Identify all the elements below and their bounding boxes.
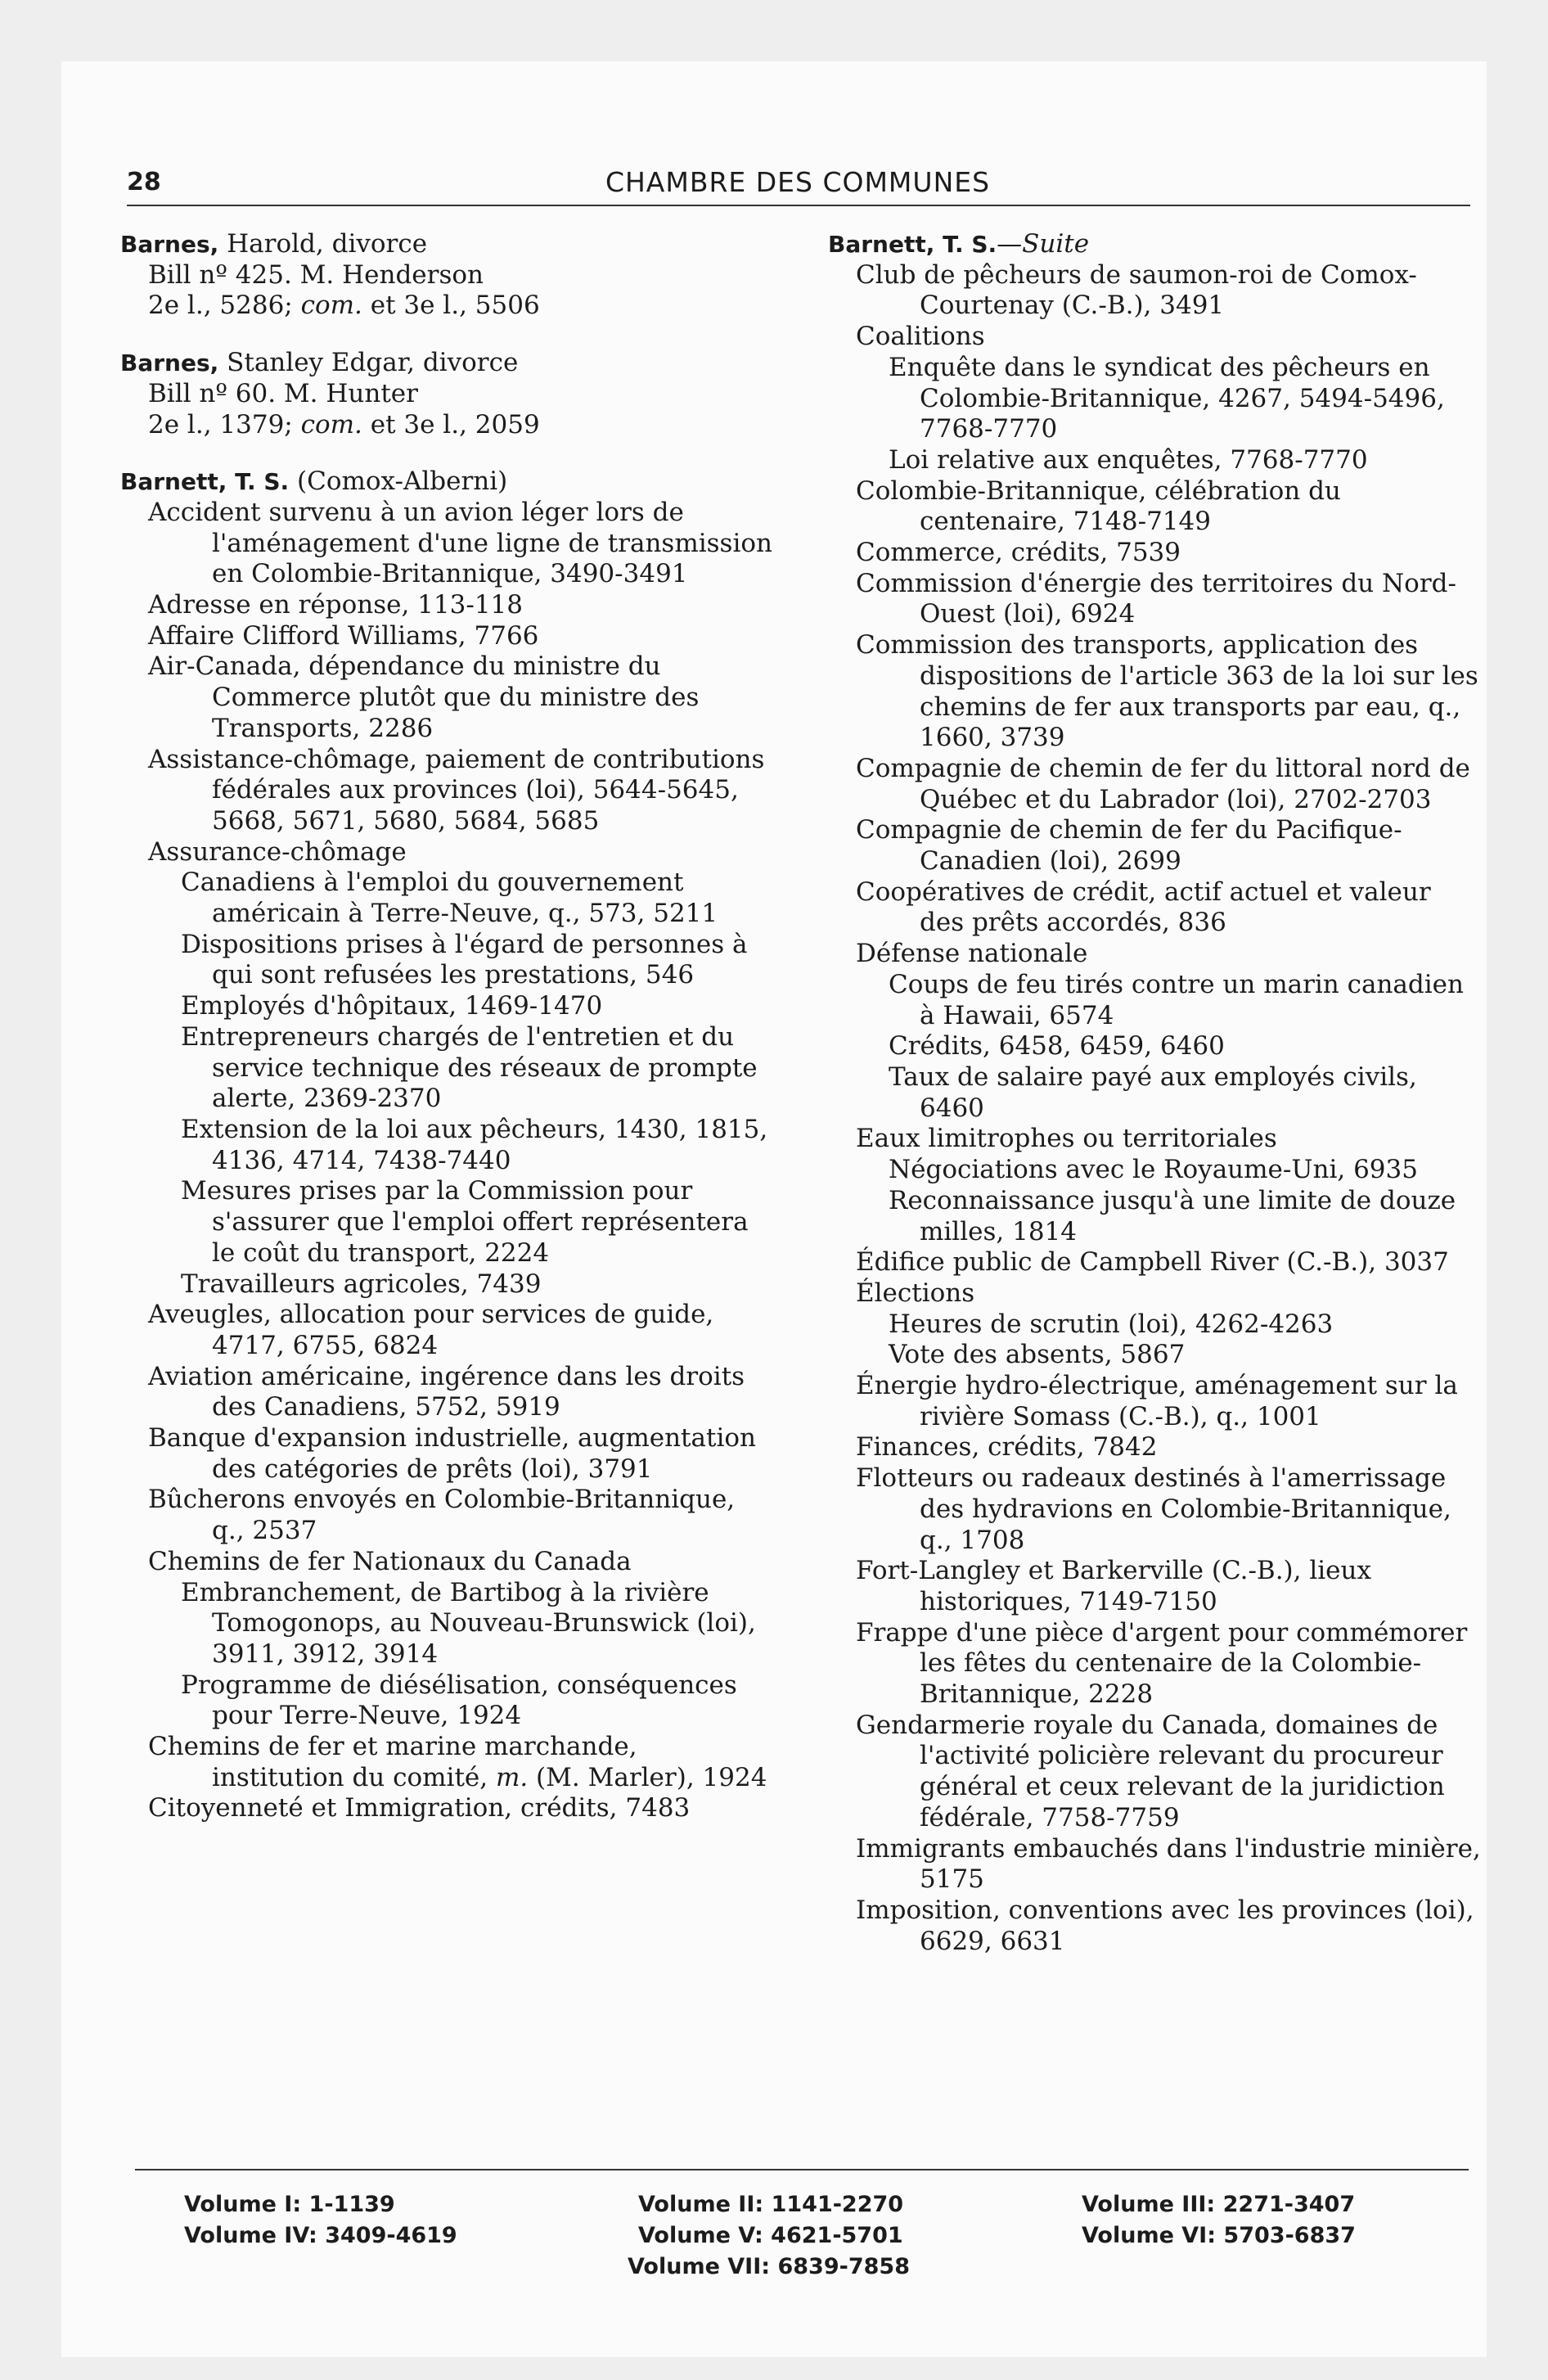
entry-text: Assistance-chômage, paiement de contributions fédérales aux provinces (loi), 5644-5645, 5668, 5671, 5680, 5684, 5685 <box>148 744 765 836</box>
entry-text: Enquête dans le syndicat des pêcheurs en Colombie-Britannique, 4267, 5494-5496, 7768-7770 <box>889 352 1445 444</box>
index-entry <box>120 291 775 322</box>
index-subentry <box>828 1062 1483 1124</box>
entry-italic: com. <box>300 409 362 439</box>
entry-text: Chemins de fer et marine marchande, institution du comité, <box>148 1732 637 1792</box>
index-entry <box>120 379 775 410</box>
page-number: 28 <box>127 168 161 196</box>
entry-name: Barnes, <box>120 231 219 258</box>
index-entry <box>828 1463 1483 1556</box>
entry-text: Compagnie de chemin de fer du littoral nord de Québec et du Labrador (loi), 2702-2703 <box>856 753 1470 814</box>
volume-range: Volume IV: 3409-4619 <box>184 2223 457 2248</box>
index-subentry <box>828 353 1483 445</box>
index-entry <box>828 322 1483 353</box>
entry-text: Programme de diésélisation, conséquences pour Terre-Neuve, 1924 <box>181 1670 737 1731</box>
index-subentry <box>828 1155 1483 1186</box>
entry-text: 2e l., 1379; <box>148 409 301 439</box>
index-entry <box>120 590 775 621</box>
index-entry <box>120 1793 775 1824</box>
entry-text: Commission d'énergie des territoires du Nord-Ouest (loi), 6924 <box>856 568 1456 629</box>
entry-text: Commerce, crédits, 7539 <box>856 538 1181 568</box>
index-heading <box>120 229 775 260</box>
entry-text-after: (M. Marler), 1924 <box>528 1762 767 1792</box>
entry-text: Imposition, conventions avec les provinces (loi), 6629, 6631 <box>856 1895 1474 1956</box>
index-entry <box>828 1432 1483 1463</box>
index-entry <box>120 621 775 652</box>
volume-range: Volume I: 1-1139 <box>184 2192 395 2217</box>
index-entry <box>828 1895 1483 1957</box>
volume-range: Volume V: 4621-5701 <box>638 2223 903 2248</box>
index-subentry <box>120 930 775 991</box>
index-entry <box>120 1485 775 1546</box>
index-entry <box>120 410 775 441</box>
entry-text: Bill nº 60. M. Hunter <box>148 378 418 408</box>
document-page <box>61 61 1487 2357</box>
entry-italic: com. <box>300 291 362 321</box>
entry-text: Reconnaissance jusqu'à une limite de douze milles, 1814 <box>889 1185 1456 1246</box>
entry-text: Aveugles, allocation pour services de guide, 4717, 6755, 6824 <box>148 1300 714 1360</box>
entry-continued: —Suite <box>997 229 1090 259</box>
index-entry <box>120 651 775 744</box>
entry-text: Compagnie de chemin de fer du Pacifique-Canadien (loi), 2699 <box>856 815 1402 877</box>
index-entry <box>828 877 1483 939</box>
entry-text: Coopératives de crédit, actif actuel et valeur des prêts accordés, 836 <box>856 877 1431 938</box>
entry-text: Élections <box>856 1278 975 1308</box>
index-subentry <box>120 991 775 1022</box>
entry-text: Flotteurs ou radeaux destinés à l'amerrissage des hydravions en Colombie-Britannique, q., 1708 <box>856 1463 1451 1555</box>
index-entry <box>120 1300 775 1361</box>
header-rule <box>127 205 1470 206</box>
entry-text: Harold, divorce <box>218 229 428 259</box>
index-entry <box>120 1362 775 1423</box>
entry-text: Canadiens à l'emploi du gouvernement américain à Terre-Neuve, q., 573, 5211 <box>181 868 718 929</box>
index-subentry <box>828 1340 1483 1371</box>
entry-text: Accident survenu à un avion léger lors de l'aménagement d'une ligne de transmission en Colombie-Britannique, 3490-3491 <box>148 497 772 589</box>
index-entry <box>828 939 1483 970</box>
entry-text-after: et 3e l., 5506 <box>362 291 540 321</box>
entry-text: (Comox-Alberni) <box>289 467 508 497</box>
entry-text: Eaux limitrophes ou territoriales <box>856 1124 1277 1154</box>
entry-text: Vote des absents, 5867 <box>889 1340 1186 1370</box>
entry-text: Édifice public de Campbell River (C.-B.), 3037 <box>856 1247 1449 1278</box>
entry-text: Stanley Edgar, divorce <box>218 348 519 378</box>
page-header <box>127 160 1469 209</box>
index-column-right <box>828 229 1483 1957</box>
entry-text: Embranchement, de Bartibog à la rivière Tomogonops, au Nouveau-Brunswick (loi), 3911, 3912, 3914 <box>181 1577 756 1669</box>
index-entry <box>120 1423 775 1485</box>
index-subentry <box>120 1176 775 1269</box>
entry-text: 2e l., 5286; <box>148 291 301 321</box>
entry-text: Bûcherons envoyés en Colombie-Britannique, q., 2537 <box>148 1485 736 1546</box>
entry-gap <box>120 440 775 467</box>
entry-italic: m. <box>495 1762 529 1792</box>
entry-text: Négociations avec le Royaume-Uni, 6935 <box>889 1155 1418 1185</box>
entry-text: Coalitions <box>856 322 985 352</box>
entry-text: Taux de salaire payé aux employés civils, 6460 <box>889 1062 1417 1123</box>
index-subentry <box>120 1022 775 1115</box>
index-entry <box>120 837 775 868</box>
entry-text: Gendarmerie royale du Canada, domaines de l'activité policière relevant du procureur général et ceux relevant de la juridiction fédérale, 7758-7759 <box>856 1710 1445 1832</box>
entry-text: Finances, crédits, 7842 <box>856 1432 1158 1463</box>
page-title: CHAMBRE DES COMMUNES <box>605 166 991 198</box>
index-entry <box>120 498 775 590</box>
entry-text: Chemins de fer Nationaux du Canada <box>148 1546 632 1576</box>
index-subentry <box>828 445 1483 476</box>
entry-name: Barnes, <box>120 349 219 377</box>
entry-text: Fort-Langley et Barkerville (C.-B.), lieux historiques, 7149-7150 <box>856 1556 1371 1616</box>
index-entry <box>120 1547 775 1578</box>
entry-text: Affaire Clifford Williams, 7766 <box>148 620 539 651</box>
volume-range: Volume VI: 5703-6837 <box>1082 2223 1356 2248</box>
entry-text: Employés d'hôpitaux, 1469-1470 <box>181 991 603 1021</box>
entry-name: Barnett, T. S. <box>828 231 997 258</box>
entry-text: Frappe d'une pièce d'argent pour commémorer les fêtes du centenaire de la Colombie-Britannique, 2228 <box>856 1617 1468 1710</box>
index-entry <box>828 260 1483 322</box>
index-entry <box>828 815 1483 877</box>
volume-range: Volume II: 1141-2270 <box>638 2192 904 2217</box>
entry-gap <box>120 322 775 348</box>
entry-text: Énergie hydro-électrique, aménagement sur la rivière Somass (C.-B.), q., 1001 <box>856 1371 1458 1431</box>
entry-text: Adresse en réponse, 113-118 <box>148 590 523 620</box>
index-entry <box>120 260 775 291</box>
entry-text: Aviation américaine, ingérence dans les droits des Canadiens, 5752, 5919 <box>148 1361 745 1422</box>
index-entry <box>828 1618 1483 1711</box>
index-entry <box>828 630 1483 754</box>
entry-text: Bill nº 425. M. Henderson <box>148 259 484 290</box>
index-subentry <box>828 1031 1483 1062</box>
entry-text: Citoyenneté et Immigration, crédits, 7483 <box>148 1793 691 1823</box>
index-subentry <box>828 1186 1483 1247</box>
entry-text-after: et 3e l., 2059 <box>362 409 540 439</box>
index-subentry <box>120 1269 775 1300</box>
index-subentry <box>120 1670 775 1732</box>
index-heading <box>120 467 775 498</box>
index-heading <box>828 229 1483 260</box>
index-entry <box>828 1711 1483 1834</box>
entry-text: Crédits, 6458, 6459, 6460 <box>889 1031 1225 1062</box>
volume-range: Volume III: 2271-3407 <box>1082 2192 1356 2217</box>
index-subentry <box>120 1115 775 1176</box>
index-subentry <box>828 1309 1483 1341</box>
index-entry <box>828 754 1483 815</box>
index-entry <box>828 1124 1483 1155</box>
index-column-left <box>120 229 775 1824</box>
index-entry <box>828 569 1483 630</box>
entry-text: Loi relative aux enquêtes, 7768-7770 <box>889 444 1368 475</box>
index-entry <box>828 476 1483 538</box>
entry-name: Barnett, T. S. <box>120 468 290 496</box>
index-entry <box>120 1732 775 1793</box>
entry-text: Extension de la loi aux pêcheurs, 1430, 1815, 4136, 4714, 7438-7440 <box>181 1114 768 1175</box>
index-entry <box>828 538 1483 569</box>
entry-text: Défense nationale <box>856 939 1088 969</box>
index-subentry <box>120 1578 775 1670</box>
index-entry <box>828 1278 1483 1309</box>
entry-text: Commission des transports, application des dispositions de l'article 363 de la loi sur les chemins de fer aux transports par eau, q., 1660, 3739 <box>856 630 1478 753</box>
entry-text: Assurance-chômage <box>148 836 407 867</box>
volume-range: Volume VII: 6839-7858 <box>628 2254 910 2279</box>
index-entry <box>120 745 775 837</box>
entry-text: Immigrants embauchés dans l'industrie minière, 5175 <box>856 1833 1481 1895</box>
index-subentry <box>120 868 775 929</box>
entry-text: Air-Canada, dépendance du ministre du Commerce plutôt que du ministre des Transports, 2286 <box>148 651 700 743</box>
entry-text: Mesures prises par la Commission pour s'assurer que l'emploi offert représentera le coût du transport, 2224 <box>181 1176 749 1268</box>
index-entry <box>828 1556 1483 1617</box>
entry-text: Club de pêcheurs de saumon-roi de Comox-Courtenay (C.-B.), 3491 <box>856 259 1417 321</box>
entry-text: Entrepreneurs chargés de l'entretien et du service technique des réseaux de prompte alerte, 2369-2370 <box>181 1021 758 1114</box>
footer-rule <box>135 2169 1469 2170</box>
entry-text: Heures de scrutin (loi), 4262-4263 <box>889 1309 1334 1339</box>
index-heading <box>120 348 775 379</box>
entry-text: Travailleurs agricoles, 7439 <box>181 1269 542 1299</box>
entry-text: Coups de feu tirés contre un marin canadien à Hawaii, 6574 <box>889 969 1464 1030</box>
index-entry <box>828 1247 1483 1278</box>
entry-text: Dispositions prises à l'égard de personnes à qui sont refusées les prestations, 546 <box>181 929 748 990</box>
entry-text: Colombie-Britannique, célébration du centenaire, 7148-7149 <box>856 476 1341 537</box>
entry-text: Banque d'expansion industrielle, augmentation des catégories de prêts (loi), 3791 <box>148 1423 756 1484</box>
index-entry <box>828 1371 1483 1432</box>
index-subentry <box>828 970 1483 1031</box>
index-entry <box>828 1834 1483 1895</box>
